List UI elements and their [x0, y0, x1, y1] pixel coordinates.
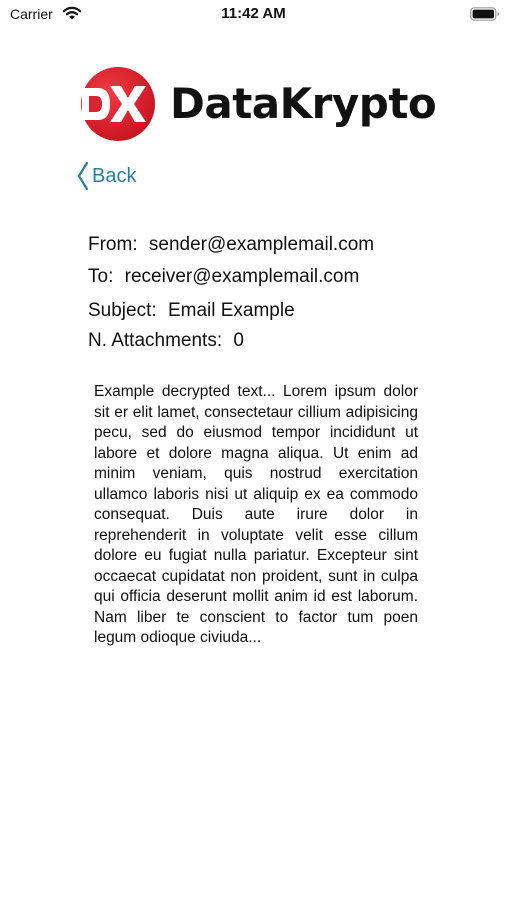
logo-wordmark: DataKrypto — [170, 79, 437, 128]
datakrypto-logo-icon — [80, 66, 156, 142]
to-value: receiver@examplemail.com — [124, 266, 360, 287]
battery-icon — [470, 6, 500, 22]
email-header — [88, 233, 448, 359]
status-bar — [0, 0, 507, 30]
attachments-value: 0 — [233, 330, 244, 351]
subject-label: Subject: — [88, 300, 157, 321]
datakrypto-logo — [80, 66, 440, 142]
subject-value: Email Example — [167, 300, 295, 321]
attachments-label: N. Attachments: — [88, 330, 223, 351]
attachments-row — [88, 329, 448, 359]
email-body: Example decrypted text... Lorem ipsum dolor sit er elit lamet, consectetaur cillium adipisicing pecu, sed do eiusmod tempor incididunt ut labore et dolore magna aliqua. Ut enim ad minim veniam, quis nostrud exercitation ullamco laboris nisi ut aliquip ex ea commodo consequat. Duis aute irure dolor in reprehenderit in voluptate velit esse cillum dolore eu fugiat nulla pariatur. Excepteur sint occaecat cupidatat non proident, sunt in culpa qui officia deserunt mollit anim id est laborum. Nam liber te conscient to factor tum poen legum odioque civiuda... — [94, 383, 418, 646]
back-button[interactable] — [77, 160, 136, 192]
chevron-left-icon — [77, 161, 89, 191]
from-label: From: — [88, 234, 138, 255]
carrier-label: Carrier — [10, 6, 53, 22]
from-row — [88, 233, 448, 263]
subject-row — [88, 299, 448, 329]
back-label: Back — [92, 164, 137, 187]
to-row — [88, 265, 448, 295]
to-label: To: — [88, 266, 114, 287]
from-value: sender@examplemail.com — [148, 234, 375, 255]
status-time: 11:42 AM — [221, 5, 286, 22]
